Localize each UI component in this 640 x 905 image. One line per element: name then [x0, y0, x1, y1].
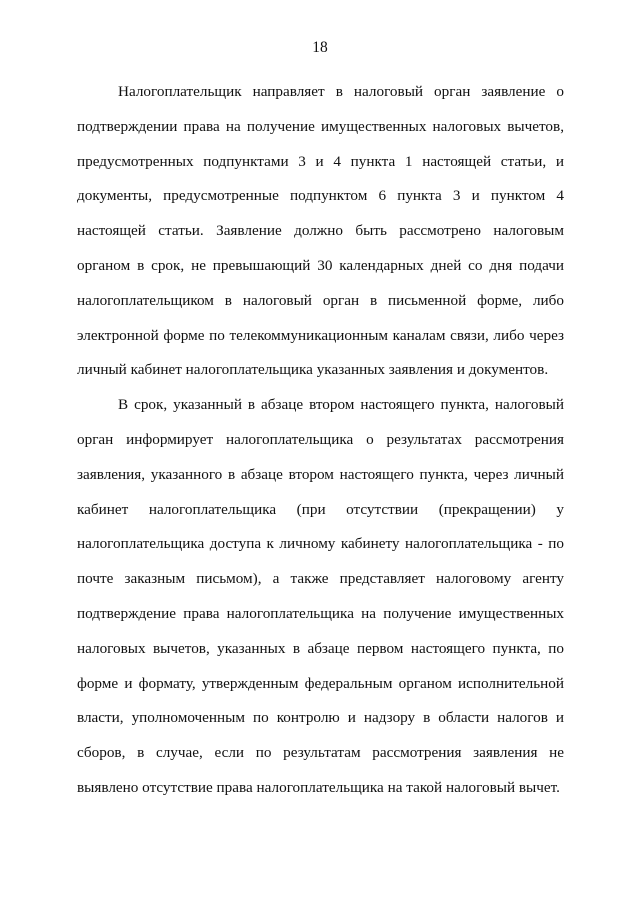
page-number: 18	[312, 39, 328, 56]
paragraph-2: В срок, указанный в абзаце втором настоящего пункта, налоговый орган информирует налогоплательщика о результатах рассмотрения заявления, указанного в абзаце втором настоящего пункта, через личный кабинет налогоплательщика (при отсутствии (прекращении) у налогоплательщика доступа к личному кабинету налогоплательщика - по почте заказным письмом), а также представляет налоговому агенту подтверждение права налогоплательщика на получение имущественных налоговых вычетов, указанных в абзаце первом настоящего пункта, по форме и формату, утвержденным федеральным органом исполнительной власти, уполномоченным по контролю и надзору в области налогов и сборов, в случае, если по результатам рассмотрения заявления не выявлено отсутствие права налогоплательщика на такой налоговый вычет.	[77, 396, 564, 796]
document-body	[77, 75, 564, 806]
paragraph-1: Налогоплательщик направляет в налоговый орган заявление о подтверждении права на получение имущественных налоговых вычетов, предусмотренных подпунктами 3 и 4 пункта 1 настоящей статьи, и документы, предусмотренные подпунктом 6 пункта 3 и пунктом 4 настоящей статьи. Заявление должно быть рассмотрено налоговым органом в срок, не превышающий 30 календарных дней со дня подачи налогоплательщиком в налоговый орган в письменной форме, либо электронной форме по телекоммуникационным каналам связи, либо через личный кабинет налогоплательщика указанных заявления и документов.	[77, 83, 564, 379]
